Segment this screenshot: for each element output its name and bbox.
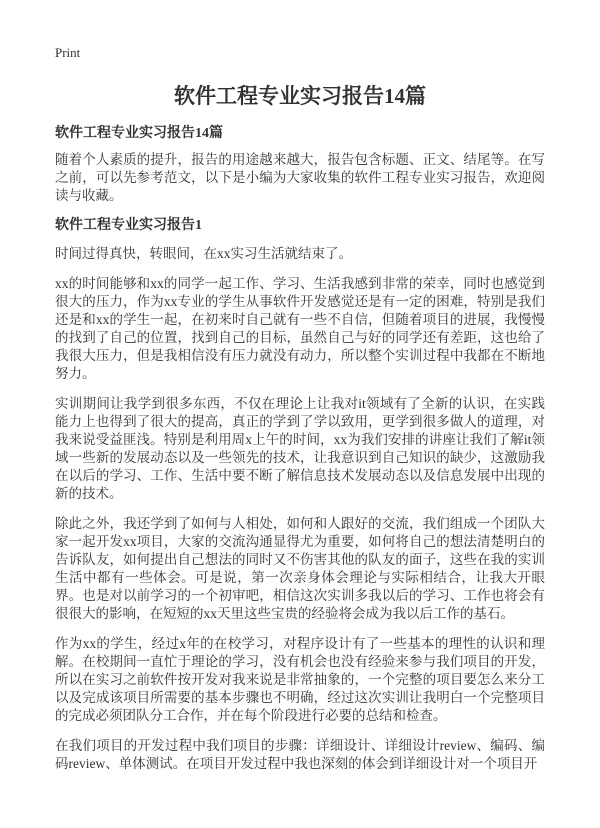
paragraph-student-background: 作为xx的学生，经过x年的在校学习，对程序设计有了一些基本的理性的认识和理解。在校期间一直忙于理论的学习，没有机会也没有经验来参与我们项目的开发，所以在实习之前软件按开发对我来说是非常抽象的，一个完整的项目要怎么来分工以及完成该项目所需要的基本步骤也不明确，经过这次实训让我明白一个完整项目的完成必须团队分工合作，并在每个阶段进行必要的总结和检查。 — [55, 636, 545, 723]
paragraph-training-gains: 实训期间让我学到很多东西，不仅在理论上让我对it领域有了全新的认识，在实践能力上也得到了很大的提高，真正的学到了学以致用，更学到很多做人的道理，对我来说受益匪浅。特别是利用周x上午的时间，xx为我们安排的讲座让我们了解it领域一些新的发展动态以及一些领先的技术，让我意识到自己知识的缺少，这激励我在以后的学习、工作、生活中要不断了解信息技术发展动态以及信息发展中出现的新的技术。 — [55, 396, 545, 501]
section-heading-report-1: 软件工程专业实习报告1 — [55, 218, 202, 233]
paragraph-time-flies: 时间过得真快，转眼间，在xx实习生活就结束了。 — [55, 246, 352, 261]
print-button[interactable]: Print — [55, 45, 81, 60]
paragraph-project-steps-truncated: 在我们项目的开发过程中我们项目的步骤：详细设计、详细设计review、编码、编码review、单体测试。在项目开发过程中我也深刻的体会到详细设计对一个项目开 — [55, 738, 545, 771]
intro-paragraph: 随着个人素质的提升，报告的用途越来越大，报告包含标题、正文、结尾等。在写之前，可以先参考范文，以下是小编为大家收集的软件工程专业实习报告，欢迎阅读与收藏。 — [55, 152, 545, 203]
paragraph-teamwork-communication: 除此之外，我还学到了如何与人相处，如何和人跟好的交流，我们组成一个团队大家一起开发xx项目，大家的交流沟通显得尤为重要，如何将自己的想法清楚明白的告诉队友，如何提出自己想法的同时又不伤害其他的队友的面子，这些在我的实训生活中都有一些体会。可是说，第一次亲身体会理论与实际相结合，让我大开眼界。也是对以前学习的一个初审吧，相信这次实训多我以后的学习、工作也将会有很很大的影响，在短短的xx天里这些宝贵的经验将会成为我以后工作的基石。 — [55, 516, 545, 621]
paragraph-honor-and-pressure: xx的时间能够和xx的同学一起工作、学习、生活我感到非常的荣幸，同时也感觉到很大的压力，作为xx专业的学生从事软件开发感觉还是有一定的困难，特别是我们还是和xx的学生一起，在初来时自己就有一些不自信，但随着项目的进展，我慢慢的找到了自己的位置，找到自己的目标，虽然自己与好的同学还有差距，这也给了我很大压力，但是我相信没有压力就没有动力，所以整个实训过程中我都在不断地努力。 — [55, 276, 545, 381]
page-title: 软件工程专业实习报告14篇 — [174, 84, 426, 108]
document-subtitle: 软件工程专业实习报告14篇 — [55, 126, 223, 141]
